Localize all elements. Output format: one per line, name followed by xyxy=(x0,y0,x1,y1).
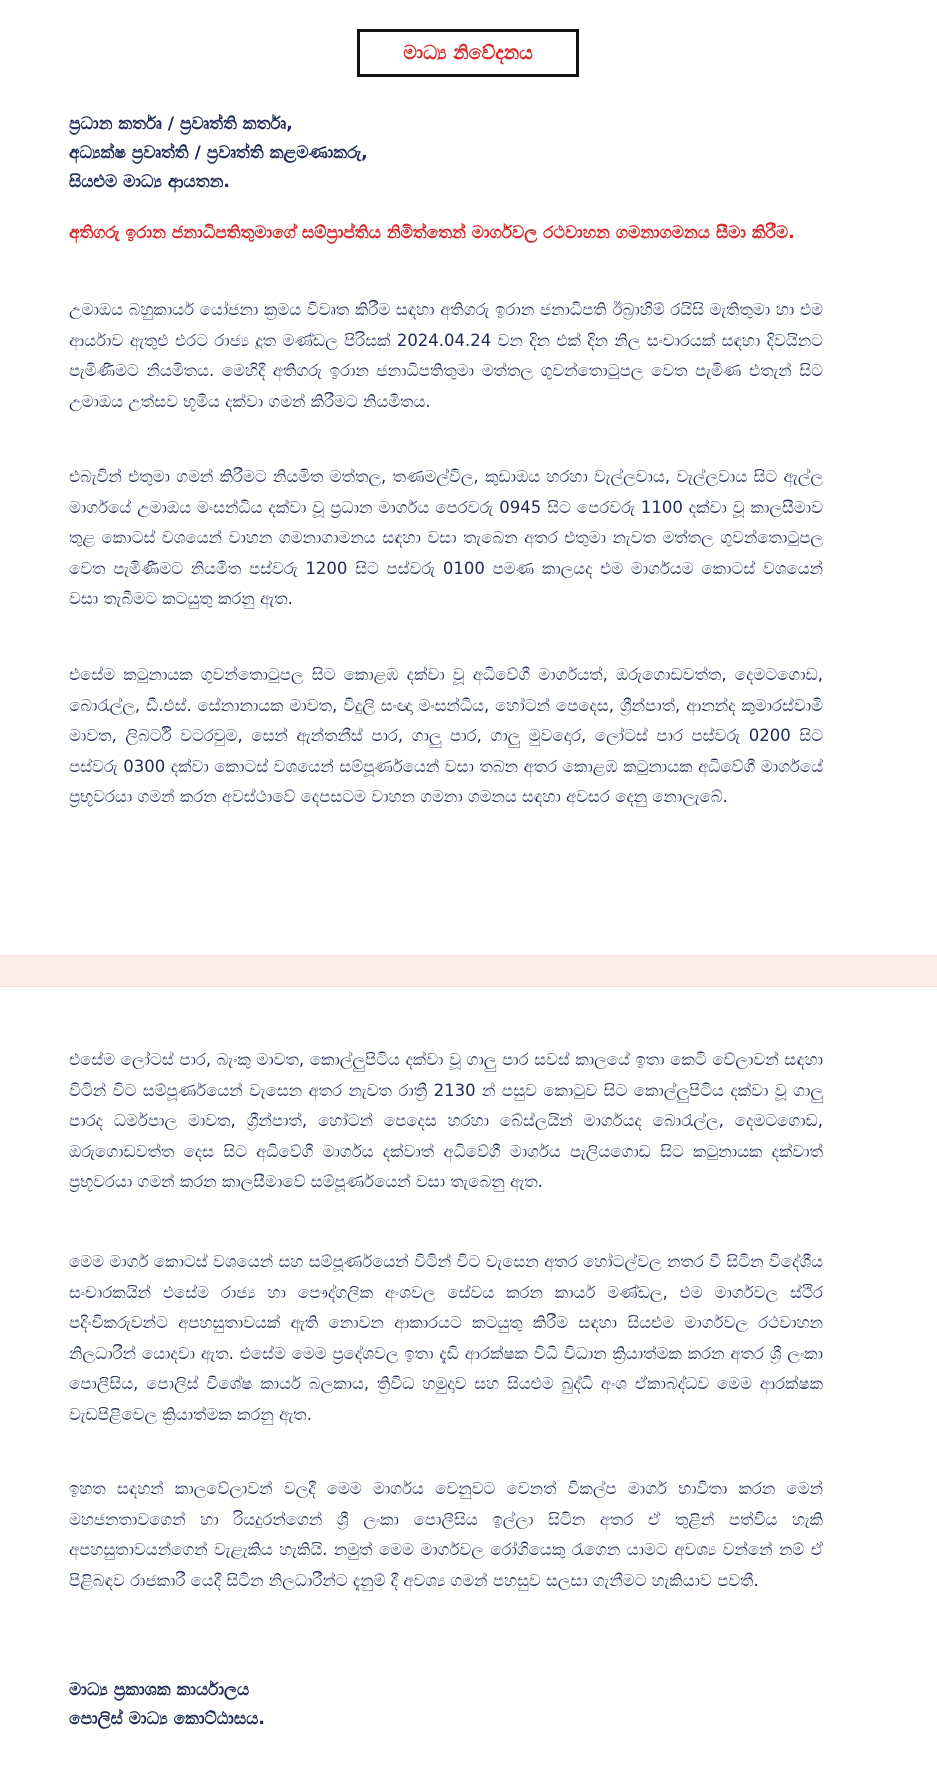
addressee-block xyxy=(69,110,823,197)
body-paragraph-5: මෙම මාර්ග කොටස් වශයෙන් සහ සම්පූර්ණයෙන් විටින් විට වැසෙන අතර හෝටල්වල නතර වී සිටින විදේශීය සංචාරකයින් එසේම රාජ්‍ය හා පෞද්ගලික අංශවල සේවය කරන කාර්ය මණ්ඩල, එම මාර්ගවල ස්ථිර පදිංචිකරුවන්ට අපහසුතාවයක් ඇති නොවන ආකාරයට කටයුතු කිරීම සඳහා සියළුම මාර්ගවල රථවාහන නිලධාරීන් යොදවා ඇත. එසේම මෙම ප්‍රදේශවල ඉතා දැඩි ආරක්ෂක විධි විධාන ක්‍රියාත්මක කරන අතර ශ්‍රී ලංකා පොලීසිය, පොලිස් විශේෂ කාර්ය බලකාය, ත්‍රිවිධ හමුදාව සහ සියළුම බුද්ධි අංශ ඒකාබද්ධව මෙම ආරක්ෂක වැඩපිළිවෙල ක්‍රියාත්මක කරනු ඇත. xyxy=(69,1252,823,1424)
body-paragraph-2: එබැවින් එතුමා ගමන් කිරීමට නියමිත මත්තල, තණමල්විල, කුඩාඔය හරහා වැල්ලවාය, වැල්ලවාය සිට ඇල්ල මාර්ගයේ උමාඔය මංසන්ධිය දක්වා වූ ප්‍රධාන මාර්ගය පෙරවරු 0945 සිට පෙරවරු 1100 දක්වා වූ කාලසීමාව තුළ කොටස් වශයෙන් වාහන ගමනාගාමනය සඳහා වසා තැබෙන අතර එතුමා නැවත මත්තල ගුවන්තොටුපල වෙත පැමිණීමට නියමිත පස්වරු 1200 සිට පස්වරු 0100 පමණ කාලයද එම මාර්ගයම කොටස් වශයෙන් වසා තැබීමට කටයුතු කරනු ඇත. xyxy=(69,467,823,608)
body-paragraph-4: එසේම ලෝටස් පාර, බැංකු මාවත, කොල්ලුපිටිය දක්වා වූ ගාලු පාර සවස් කාලයේ ඉතා කෙටි වේලාවන් සඳහා විටින් විට සම්පූර්ණයෙන් වැසෙන අතර නැවත රාත්‍රී 2130 න් පසුව කොටුව සිට කොල්ලුපිටිය දක්වා වූ ගාලු පාරද ධර්මපාල මාවත, ග්‍රීන්පාත්, හෝටන් පෙදෙස හරහා බේස්ලයින් මාර්ගයද බොරැල්ල, දෙමටගොඩ, ඔරුගොඩවත්ත දෙස සිට අධිවේගී මාර්ගය දක්වාත් අධිවේගී මාර්ගය පැලියගොඩ සිට කටුනායක දක්වාත් ප්‍රභූවරයා ගමන් කරන කාලසීමාවේ සම්පූර්ණයෙන් වසා තැබෙනු ඇත. xyxy=(69,1050,823,1191)
body-paragraph-3: එසේම කටුනායක ගුවන්තොටුපල සිට කොළඹ දක්වා වූ අධිවේගී මාර්ගයත්, ඔරුගොඩවත්ත, දෙමටගොඩ, බොරැල්ල, ඩී.එස්. සේනානායක මාවත, විදුලි සංඥා මංසන්ධිය, හෝටන් පෙදෙස, ග්‍රීන්පාත්, ආනන්ද කුමාරස්වාමි මාවත, ලිබර්ටි වටරවුම, සෙන් ඇන්තනීස් පාර, ගාලු පාර, ගාලු මුවදොර, ලෝටස් පාර පස්වරු 0200 සිට පස්වරු 0300 දක්වා කොටස් වශයෙන් සම්පූර්ණයෙන් වසා තබන අතර කොළඹ කටුනායක අධිවේගී මාර්ගයේ ප්‍රභූවරයා ගමන් කරන අවස්ථාවේ දෙපසටම වාහන ගමනා ගමනය සඳහා අවසර දෙනු නොලැබේ. xyxy=(69,665,823,806)
addressee-line: අධ්‍යක්ෂ ප්‍රවෘත්ති / ප්‍රවෘත්ති කළමණාකරු, xyxy=(69,143,368,163)
page-title: මාධ්‍ය නිවේදනය xyxy=(357,29,579,77)
body-paragraph-1: උමාඔය බහුකාර්ය යෝජනා ක්‍රමය විවෘත කිරීම සඳහා අතිගරු ඉරාන ජනාධිපති ඊබ්‍රාහිම් රයිසි මැතිතුමා හා එම ආර්යාව ඇතුළු එරට රාජ්‍ය දූත මණ්ඩල පිරිසක් 2024.04.24 වන දින එක් දින නිල සංචාරයක් සඳහා දිවයිනට පැමිණීමට නියමිතය. මෙහිදී අතිගරු ඉරාන ජනාධිපතිතුමා මත්තල ගුවන්තොටුපල වෙත පැමිණ එතැන් සිට උමාඔය උත්සව භූමිය දක්වා ගමන් කිරීමට නියමිතය. xyxy=(69,300,823,411)
subject-heading: අතිගරු ඉරාන ජනාධිපතිතුමාගේ සම්ප්‍රාප්තිය නිමිත්තෙන් මාර්ගවල රථවාහන ගමනාගමනය සීමා කිරීම. xyxy=(69,223,795,243)
page-separator xyxy=(0,955,937,987)
body-paragraph-6: ඉහත සඳහන් කාලවේලාවන් වලදී මෙම මාර්ගය වෙනුවට වෙනත් විකල්ප මාර්ග භාවිතා කරන මෙන් මහජනතාවගෙන් හා රියදුරන්ගෙන් ශ්‍රී ලංකා පොලීසිය ඉල්ලා සිටින අතර ඒ තුළින් පත්විය හැකි අපහසුතාවයන්ගෙන් වැළැකිය හැකියි. නමුත් මෙම මාර්ගවල රෝගියෙකු රැගෙන යාමට අවශ්‍ය වන්නේ නම් ඒ පිළිබඳව රාජකාරී යෙදී සිටින නිලධාරීන්ට දැනුම් දී අවශ්‍ය ගමන් පහසුව සලසා ගැනීමට හැකියාව පවතී. xyxy=(69,1479,823,1590)
signature-line: පොලිස් මාධ්‍ය කොට්ඨාසය. xyxy=(69,1709,265,1729)
signature-line: මාධ්‍ය ප්‍රකාශක කාර්යාලය xyxy=(69,1680,250,1700)
addressee-line: ප්‍රධාන කර්තෘ / ප්‍රවෘත්ති කර්තෘ, xyxy=(69,114,293,134)
signature-block xyxy=(69,1676,823,1734)
addressee-line: සියළුම මාධ්‍ය ආයතන. xyxy=(69,172,230,192)
